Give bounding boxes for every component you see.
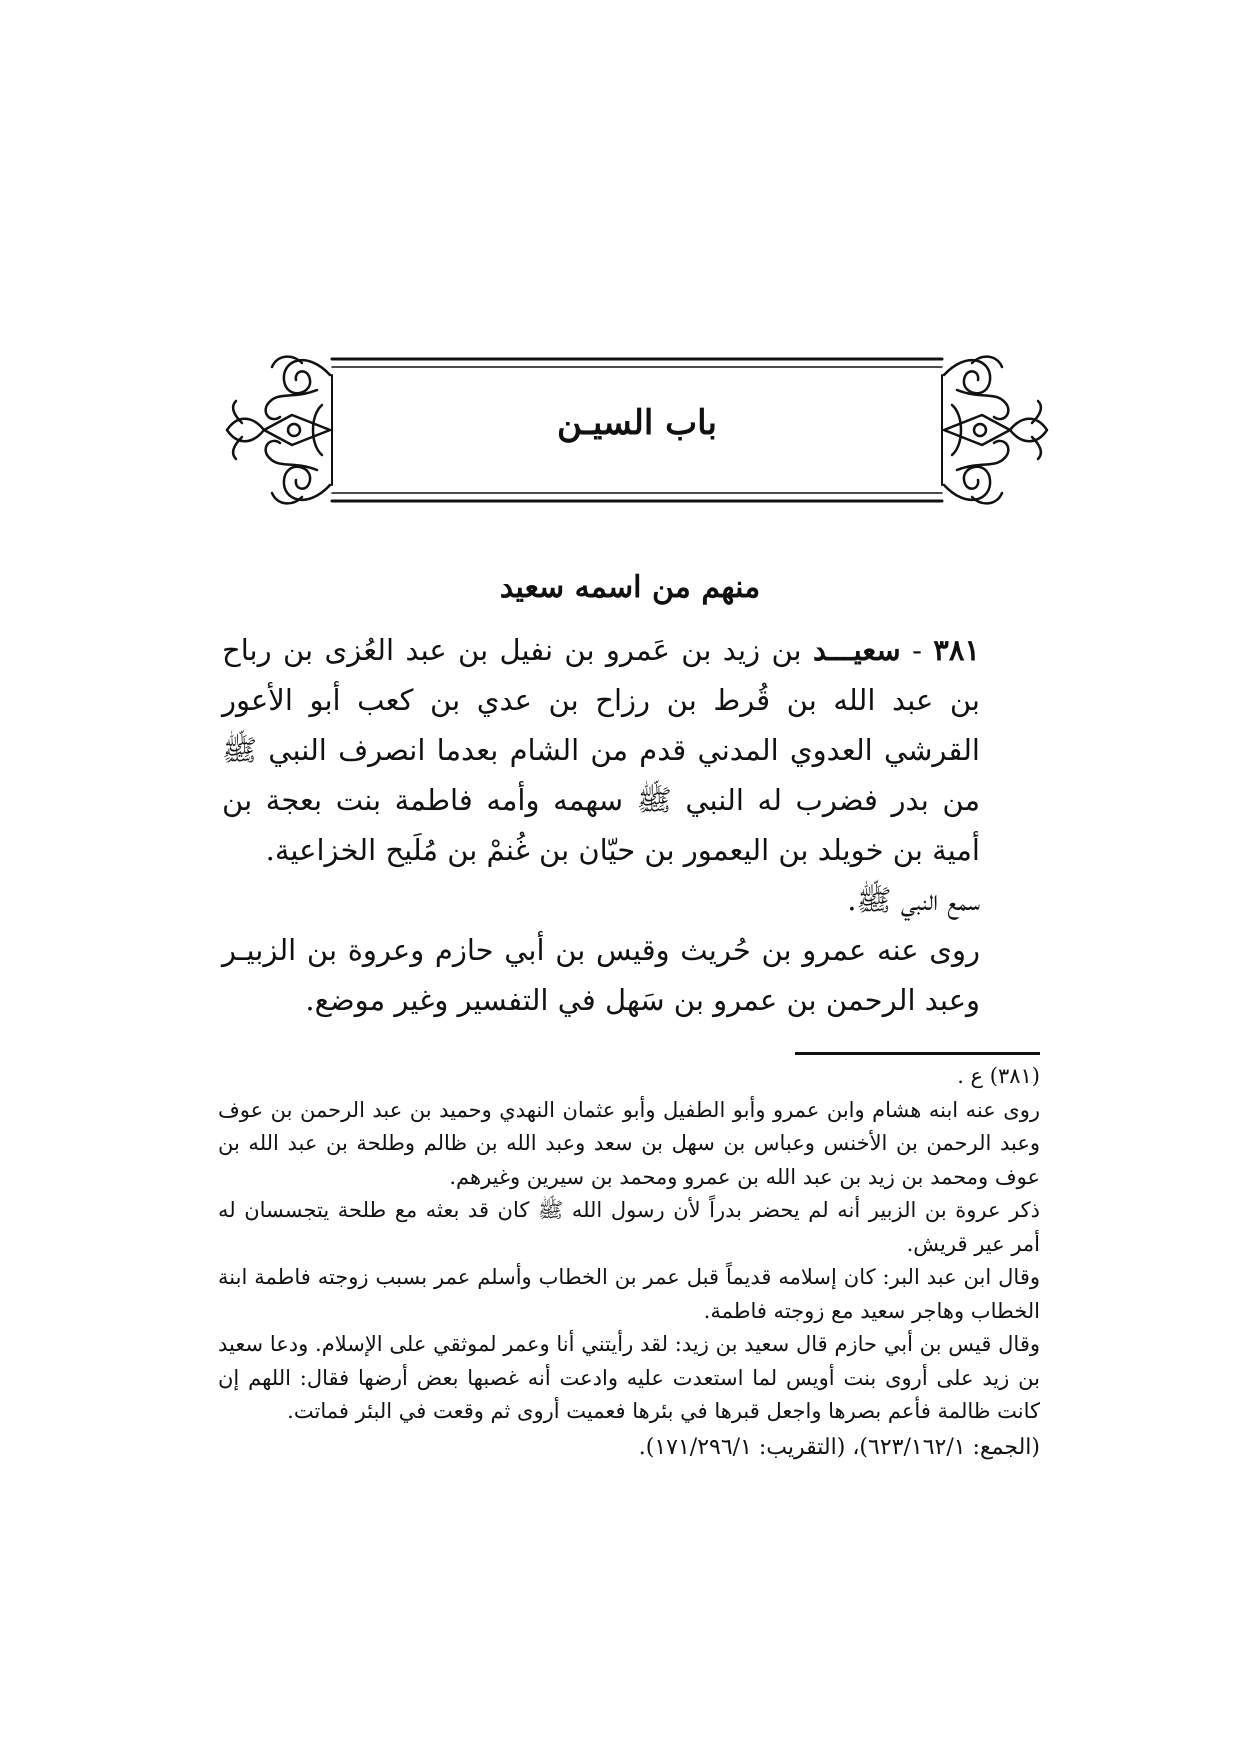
entry-narrators: روى عنه عمرو بن حُريث وقيس بن أبي حازم وعروة بن الزبيـر وعبد الرحمن بن عمرو بن سَهل في التفسير وغير موضع.: [222, 933, 980, 1017]
footnote-paragraph: ذكر عروة بن الزبير أنه لم يحضر بدراً لأن رسول الله ﷺ كان قد بعثه مع طلحة يتجسسان له أمر عير قريش.: [218, 1198, 1040, 1256]
chapter-title: باب السيـن: [557, 403, 717, 443]
entry-heard-from: سمع النبي ﷺ.: [847, 883, 980, 917]
footnote-paragraph: وقال ابن عبد البر: كان إسلامه قديماً قبل عمر بن الخطاب وأسلم عمر بسبب زوجته فاطمة ابنة الخطاب وهاجر سعيد مع زوجته فاطمة.: [218, 1265, 1040, 1323]
entry-body: [222, 625, 1040, 1025]
chapter-frame: [222, 345, 1052, 520]
footnote-label: (٣٨١) ع .: [957, 1064, 1040, 1088]
footnotes: [218, 1060, 1040, 1464]
footnote-paragraph: روى عنه ابنه هشام وابن عمرو وأبو الطفيل وأبو عثمان النهدي وحميد بن عبد الرحمن بن عوف وعبد الرحمن بن الأخنس وعباس بن سهل بن سعد وعبد الله بن ظالم وطلحة بن عبد الله بن عوف ومحمد بن زيد بن عبد الله بن عمرو ومحمد بن سيرين وغيرهم.: [218, 1097, 1040, 1189]
entry-dash: -: [900, 633, 922, 667]
footnote-divider: [795, 1052, 1040, 1055]
footnote-references: (الجمع: ٦٢٣/١٦٢/١)، (التقريب: ١٧١/٢٩٦/١).: [638, 1434, 1040, 1460]
entry-name: سعيـــد: [812, 633, 901, 667]
section-heading: منهم من اسمه سعيد: [499, 570, 761, 605]
entry-bio-text: بن زيد بن عَمرو بن نفيل بن عبد العُزى بن رباح بن عبد الله بن قُرط بن رزاح بن عدي بن كعب أبو الأعور القرشي العدوي المدني قدم من الشام بعدما انصرف النبي ﷺ من بدر فضرب له النبي ﷺ سهمه وأمه فاطمة بنت بعجة بن أمية بن خويلد بن اليعمور بن حيّان بن غُنمْ بن مُلَيح الخزاعية.: [222, 633, 981, 867]
entry-number: ٣٨١: [933, 633, 980, 667]
footnote-paragraph: وقال قيس بن أبي حازم قال سعيد بن زيد: لقد رأيتني أنا وعمر لموثقي على الإسلام. ودعا سعيد بن زيد على أروى بنت أويس لما استعدت عليه وادعت أنه غصبها بعض أرضها فقال: اللهم إن كانت ظالمة فأعم بصرها واجعل قبرها في بئرها فعميت أروى ثم وقعت في البئر فماتت.: [218, 1332, 1040, 1423]
entry-biography: [222, 625, 1040, 875]
